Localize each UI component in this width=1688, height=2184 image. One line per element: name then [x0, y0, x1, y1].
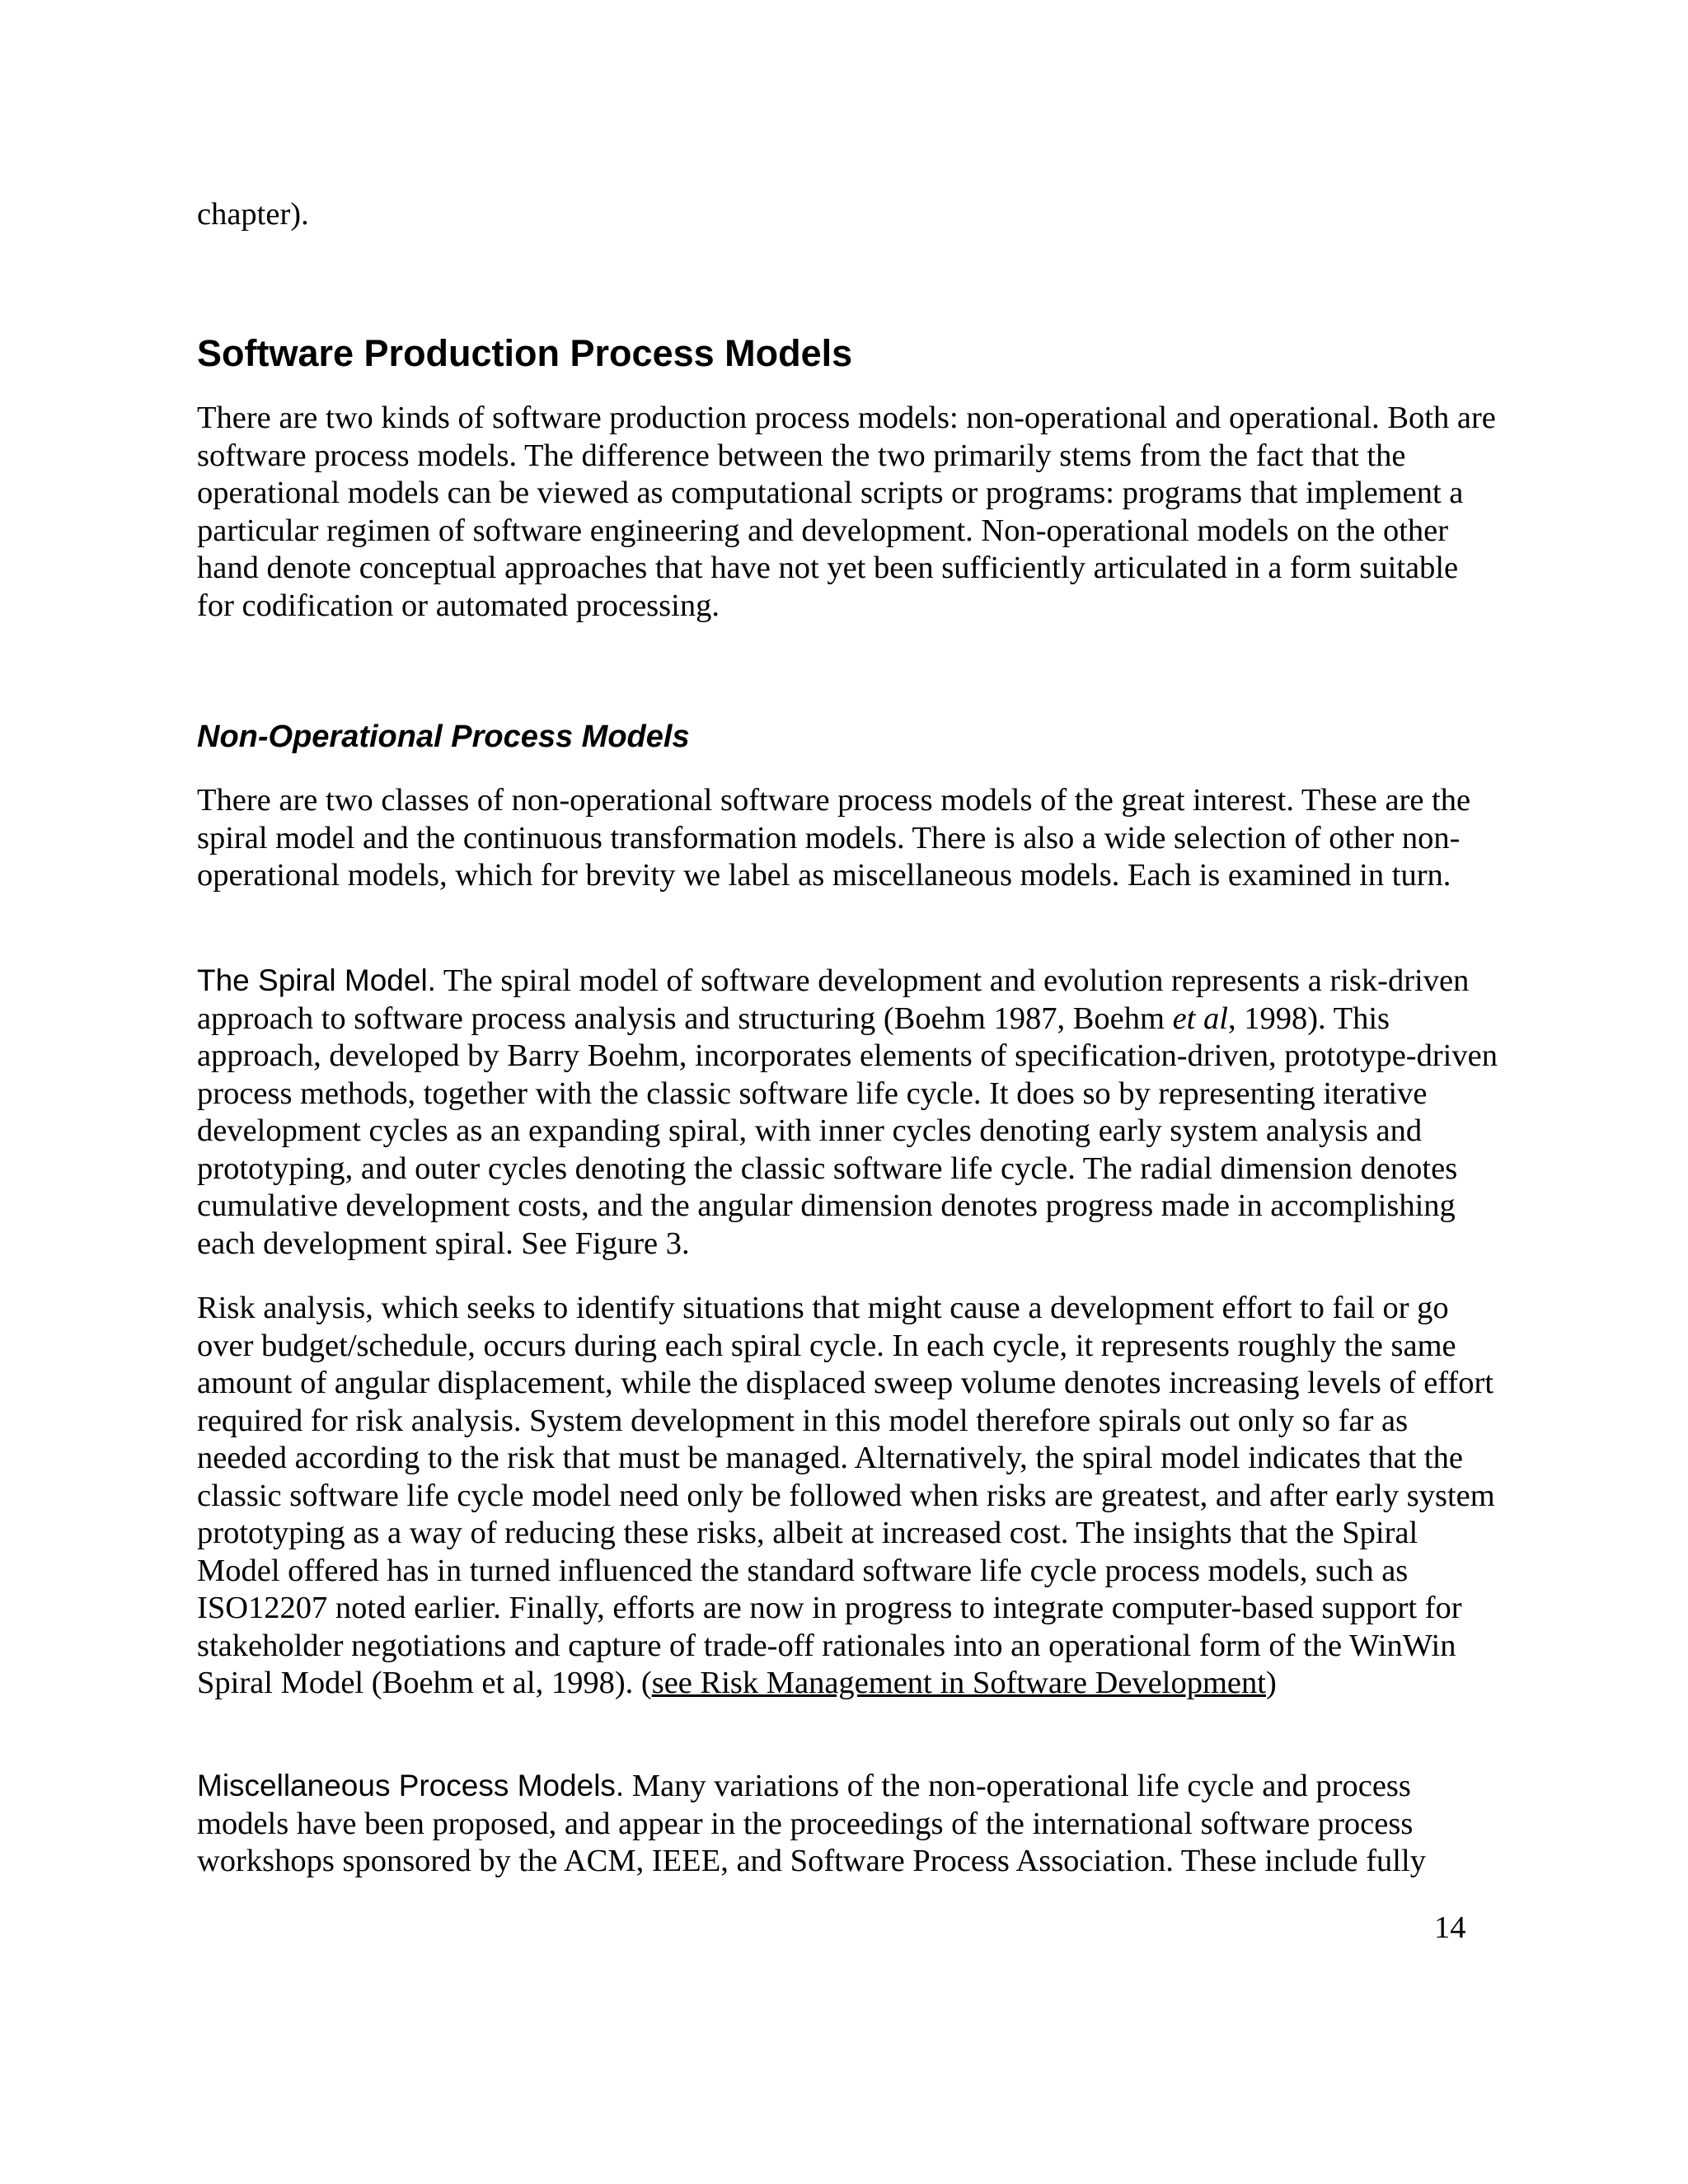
spiral-model-paragraph — [197, 962, 1499, 1263]
risk-management-link[interactable]: see Risk Management in Software Development — [651, 1666, 1266, 1700]
spiral-text-b: , 1998). This approach, developed by Barry Boehm, incorporates elements of specification-driven, prototype-driven process methods, together with the classic software life cycle. It does so by representing iterative development cycles as an expanding spiral, with inner cycles denoting early system analysis and prototyping, and outer cycles denoting the classic software life cycle. The radial dimension denotes cumulative development costs, and the angular dimension denotes progress made in accomplishing each development spiral. See Figure 3. — [197, 1001, 1498, 1261]
spiral-etal: et al — [1172, 1001, 1228, 1036]
misc-models-runin-heading: Miscellaneous Process Models. — [197, 1769, 625, 1802]
intro-paragraph: There are two kinds of software production process models: non-operational and operational. Both are software process models. The difference between the two primarily stems from the fact that the operational models can be viewed as computational scripts or programs: programs that implement a particular regimen of software engineering and development. Non-operational models on the other hand denote conceptual approaches that have not yet been sufficiently articulated in a form suitable for codification or automated processing. — [197, 401, 1496, 623]
top-fragment: chapter). — [197, 197, 309, 232]
section-title: Software Production Process Models — [197, 332, 853, 374]
subsection-intro-paragraph: There are two classes of non-operational software process models of the great interest. These are the spiral model and the continuous transformation models. There is also a wide selection of other non-operational models, which for brevity we label as miscellaneous models. Each is examined in turn. — [197, 783, 1471, 893]
page-number: 14 — [1434, 1910, 1466, 1945]
subsection-title: Non-Operational Process Models — [197, 719, 690, 754]
misc-models-paragraph — [197, 1767, 1499, 1881]
spiral-model-runin-heading: The Spiral Model. — [197, 963, 436, 997]
spiral-text-a: The spiral model of software development and evolution represents a risk-driven approach to software process analysis and structuring (Boehm 1987, Boehm — [197, 963, 1470, 1036]
risk-text: Risk analysis, which seeks to identify situations that might cause a development effort to fail or go over budget/schedule, occurs during each spiral cycle. In each cycle, it represents roughly the same amount of angular displacement, while the displaced sweep volume denotes increasing levels of effort required for risk analysis. System development in this model therefore spirals out only so far as needed according to the risk that must be managed. Alternatively, the spiral model indicates that the classic software life cycle model need only be followed when risks are greatest, and after early system prototyping as a way of reducing these risks, albeit at increased cost. The insights that the Spiral Model offered has in turned influenced the standard software life cycle process models, such as ISO12207 noted earlier. Finally, efforts are now in progress to integrate computer-based support for stakeholder negotiations and capture of trade-off rationales into an operational form of the WinWin Spiral Model (Boehm et al, 1998). ( — [197, 1291, 1495, 1700]
risk-close-paren: ) — [1265, 1666, 1277, 1700]
risk-analysis-paragraph — [197, 1290, 1499, 1703]
misc-text: Many variations of the non-operational life cycle and process models have been proposed, and appear in the proceedings of the international software process workshops sponsored by the ACM, IEEE, and Software Process Association. These include fully — [197, 1769, 1426, 1878]
